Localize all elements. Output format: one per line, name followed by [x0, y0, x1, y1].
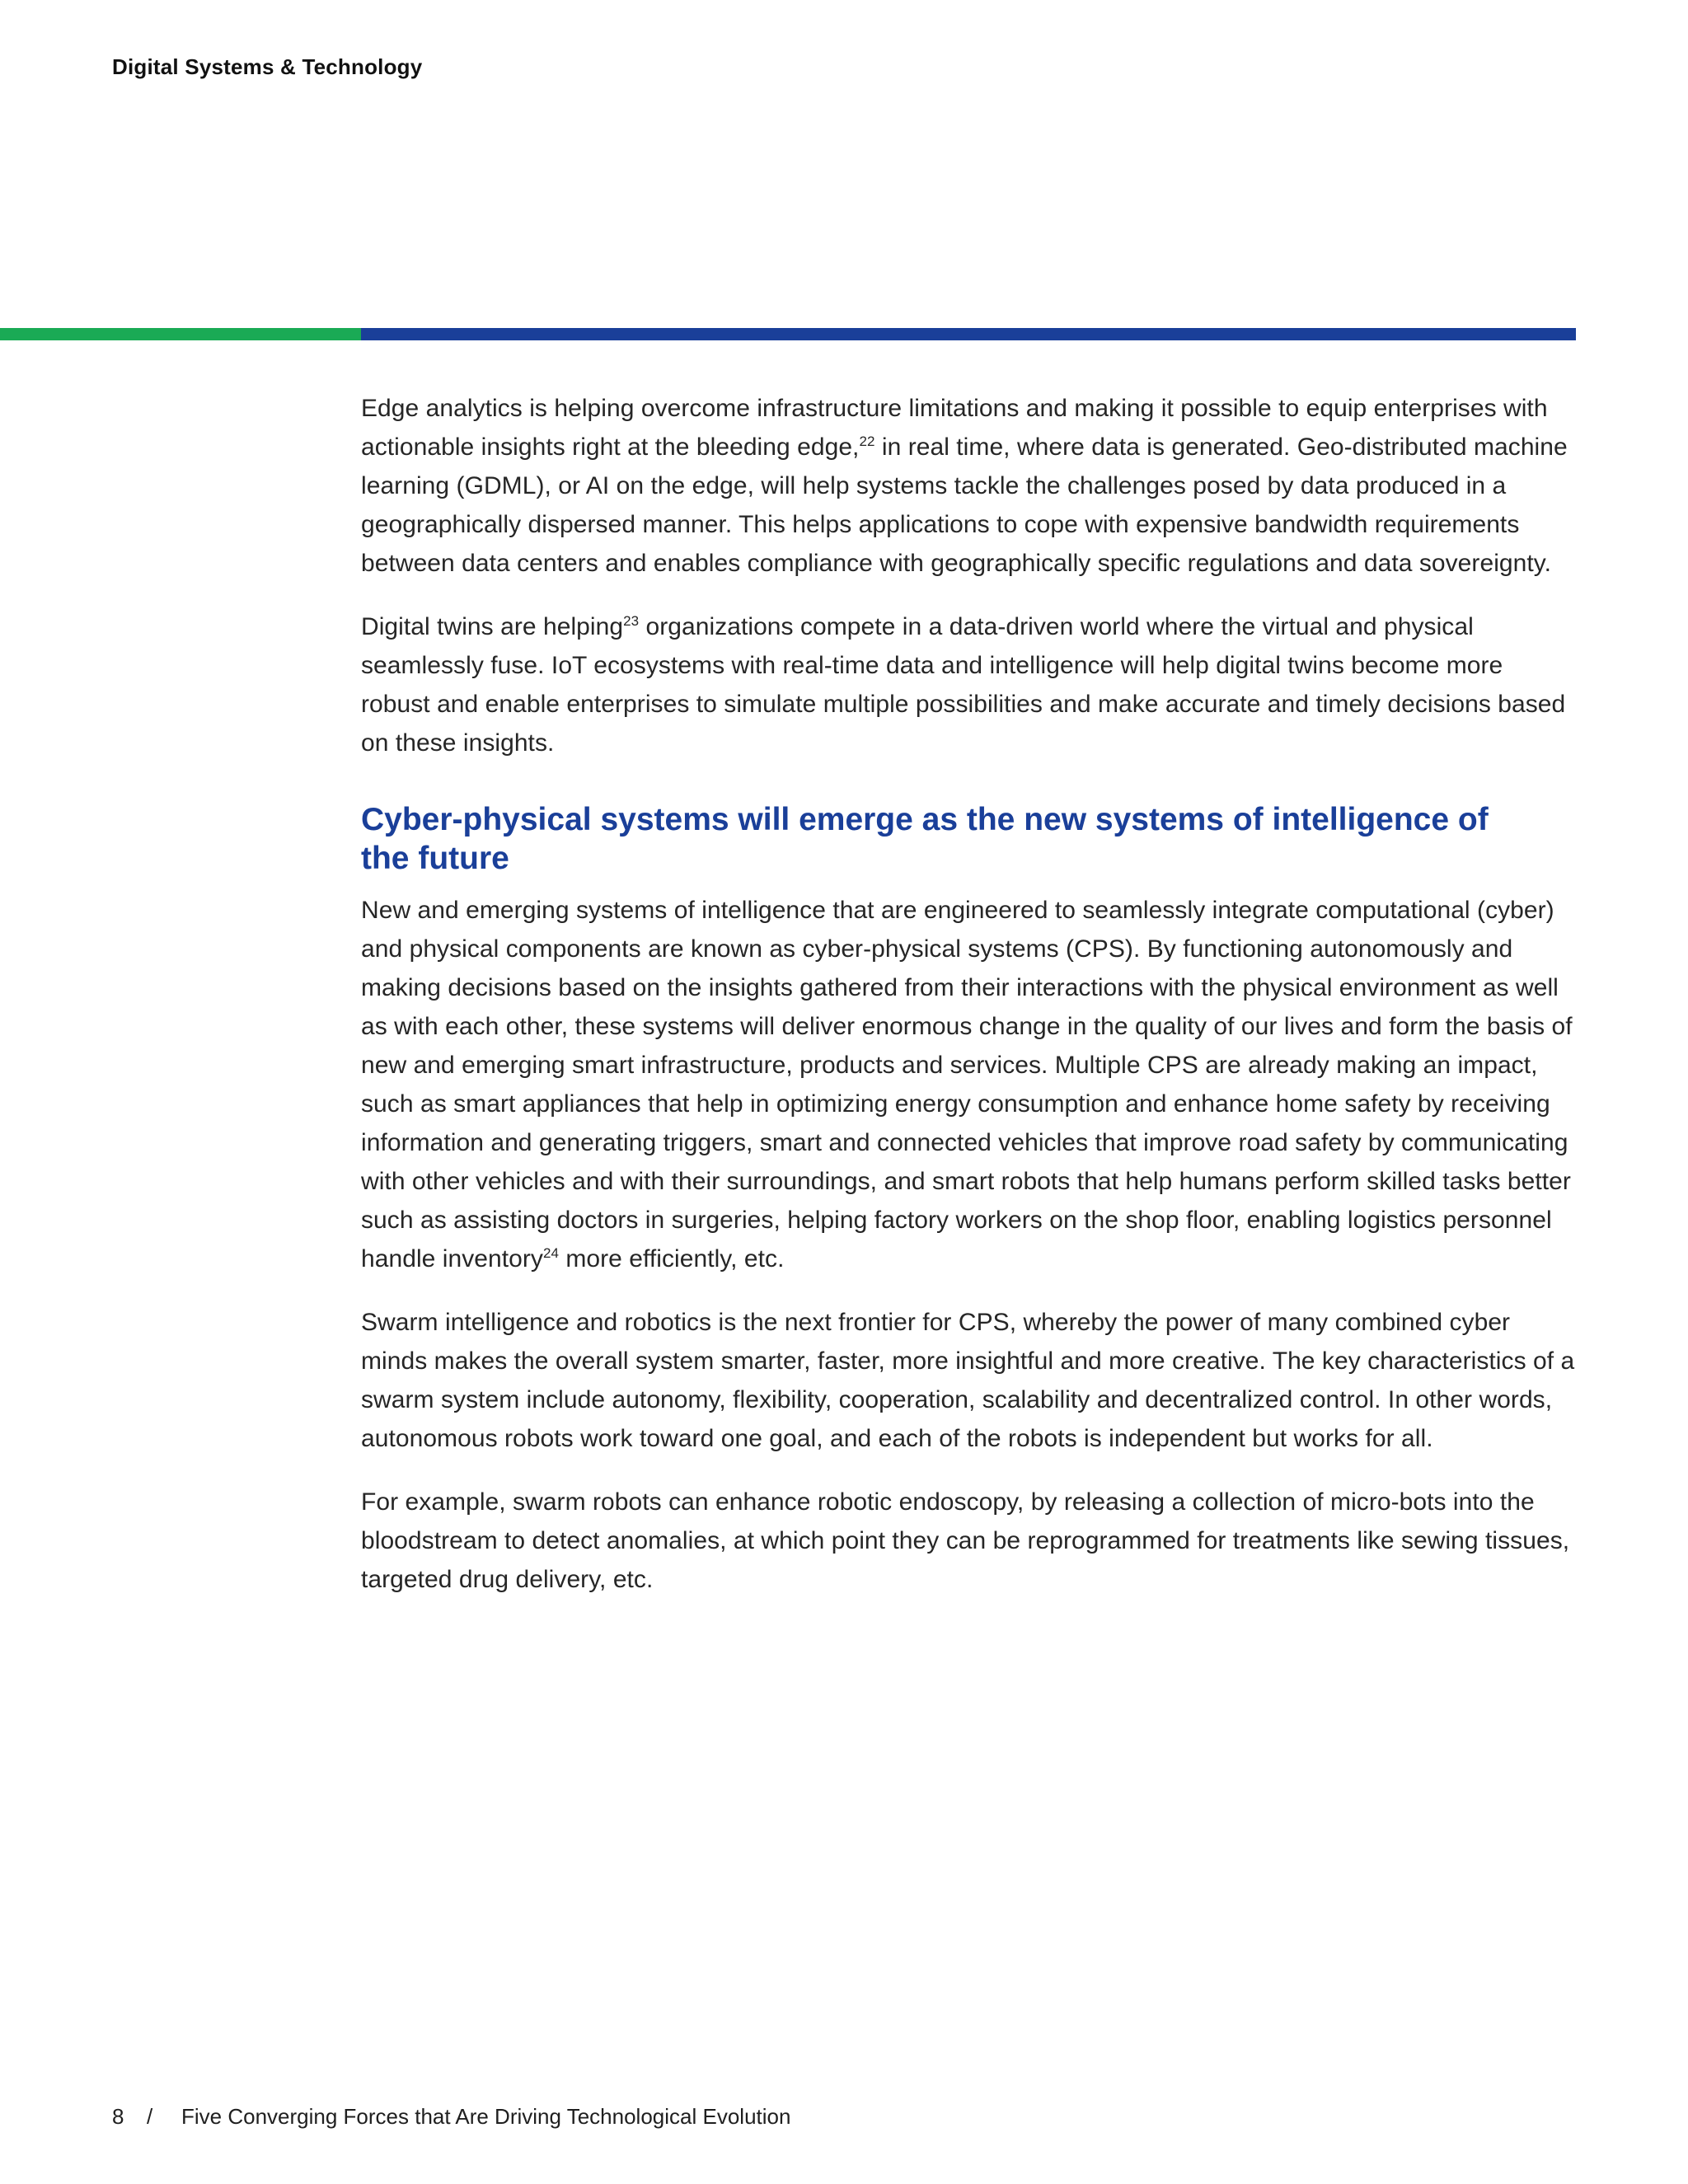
accent-rule-blue [361, 328, 1576, 340]
paragraph-cps [361, 891, 1576, 1278]
footnote-ref-23[interactable]: 23 [623, 613, 640, 629]
footnote-ref-24[interactable]: 24 [542, 1245, 559, 1261]
footer-separator: / [147, 2104, 153, 2129]
paragraph-text: New and emerging systems of intelligence that are engineered to seamlessly integrate computational (cyber) and physical components are known as cyber-physical systems (CPS). By functioning autonomously and making decisions based on the insights gathered from their interactions with the physical environment as well as with each other, these systems will deliver enormous change in the quality of our lives and form the basis of new and emerging smart infrastructure, products and services. Multiple CPS are already making an impact, such as smart appliances that help in optimizing energy consumption and enhance home safety by receiving information and generating triggers, smart and connected vehicles that improve road safety by communicating with other vehicles and with their surroundings, and smart robots that help humans perform skilled tasks better such as assisting doctors in surgeries, helping factory workers on the shop floor, enabling logistics personnel handle inventory [361, 897, 1573, 1272]
paragraph-digital-twins [361, 607, 1576, 762]
paragraph-text: Edge analytics is helping overcome infrastructure limitations and making it possible to equip enterprises with actionable insights right at the bleeding edge, [361, 395, 1548, 461]
section-label: Digital Systems & Technology [112, 54, 423, 79]
page-footer [112, 2104, 790, 2130]
paragraph-text: in real time, where data is generated. Geo-distributed machine learning (GDML), or AI on the edge, will help systems tackle the challenges posed by data produced in a geographically dispersed manner. This helps applications to cope with expensive bandwidth requirements between data centers and enables compliance with geographically specific regulations and data sovereignty. [361, 434, 1568, 577]
accent-rule-green [0, 328, 361, 340]
section-heading: Cyber-physical systems will emerge as the new systems of intelligence of the future [361, 802, 1489, 876]
paragraph-edge-analytics [361, 389, 1576, 583]
document-title: Five Converging Forces that Are Driving Technological Evolution [181, 2104, 791, 2129]
paragraph-example: For example, swarm robots can enhance robotic endoscopy, by releasing a collection of micro-bots into the bloodstream to detect anomalies, at which point they can be reprogrammed for treatments like sewing tissues, targeted drug delivery, etc. [361, 1488, 1570, 1593]
paragraph-text: more efficiently, etc. [558, 1245, 785, 1272]
paragraph-text: Digital twins are helping [361, 613, 624, 640]
footnote-ref-22[interactable]: 22 [859, 434, 875, 449]
paragraph-text: organizations compete in a data-driven world where the virtual and physical seamlessly fuse. IoT ecosystems with real-time data and intelligence will help digital twins become more robust and enable enterprises to simulate multiple possibilities and make accurate and timely decisions based on these insights. [361, 613, 1566, 757]
paragraph-swarm: Swarm intelligence and robotics is the next frontier for CPS, whereby the power of many combined cyber minds makes the overall system smarter, faster, more insightful and more creative. The key characteristics of a swarm system include autonomy, flexibility, cooperation, scalability and decentralized control. In other words, autonomous robots work toward one goal, and each of the robots is independent but works for all. [361, 1309, 1575, 1452]
main-content [361, 389, 1576, 1624]
page-number: 8 [112, 2104, 124, 2129]
